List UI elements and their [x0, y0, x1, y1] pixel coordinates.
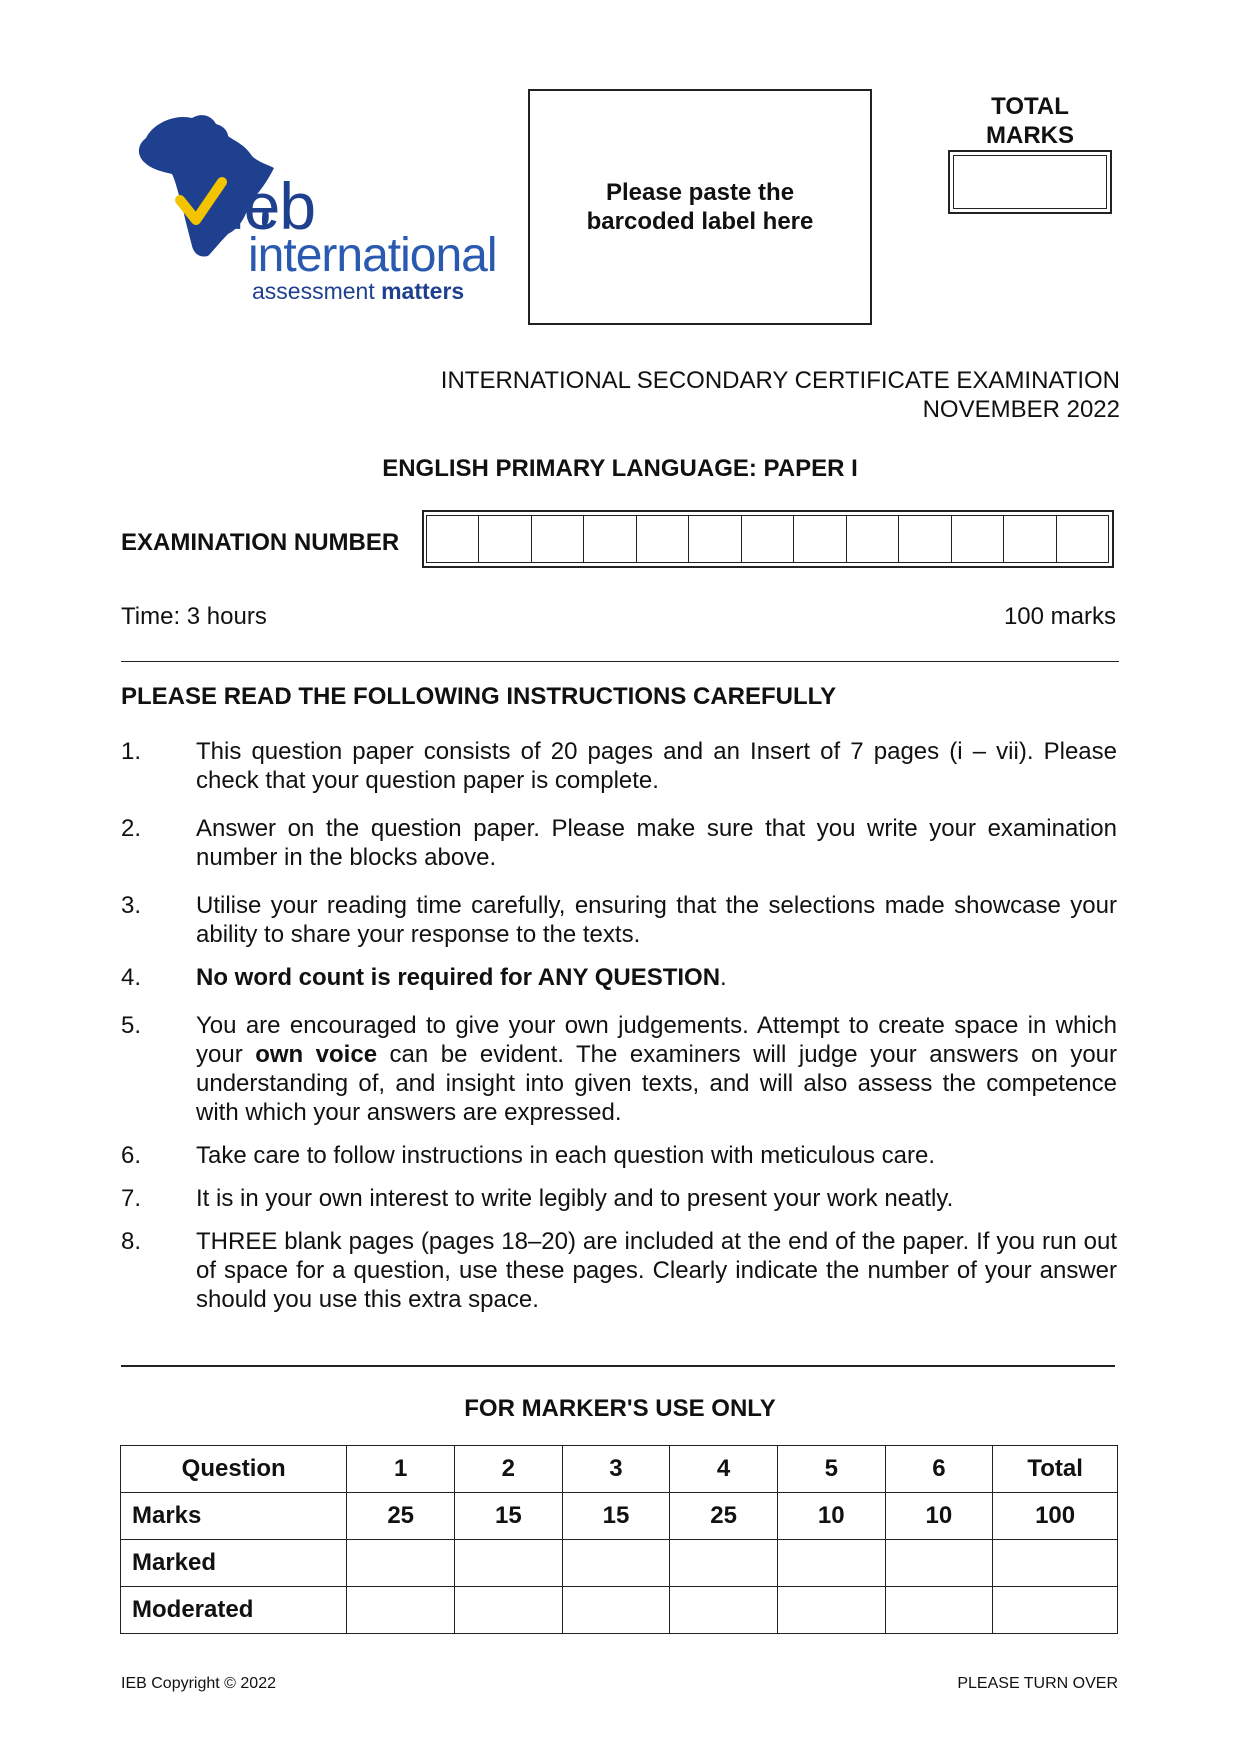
examination-number-cell[interactable]: [636, 515, 689, 563]
logo-brand: ieb: [230, 169, 316, 243]
instruction-item: 1. This question paper consists of 20 pages and an Insert of 7 pages (i – vii). Please check that your question paper is complete.: [121, 738, 1117, 794]
divider: [121, 1365, 1115, 1367]
barcode-line-2: barcoded label here: [586, 208, 814, 235]
ieb-logo: [128, 110, 497, 310]
examination-number-cell[interactable]: [793, 515, 846, 563]
instructions-list: [121, 737, 1117, 1333]
examination-number-grid: [422, 510, 1114, 568]
examination-number-cell[interactable]: [583, 515, 636, 563]
table-cell: 25: [670, 1493, 778, 1540]
logo-sub: international: [248, 229, 497, 282]
examination-number-cell[interactable]: [1003, 515, 1056, 563]
paper-title: ENGLISH PRIMARY LANGUAGE: PAPER I: [382, 455, 858, 482]
instruction-item: 2. Answer on the question paper. Please make sure that you write your examination number in the blocks above.: [121, 815, 1117, 871]
table-row: [121, 1540, 1118, 1587]
marks-available: 100 marks: [1003, 603, 1116, 630]
exam-name: INTERNATIONAL SECONDARY CERTIFICATE EXAMINATION: [440, 367, 1120, 394]
table-cell: [347, 1587, 455, 1634]
row-label: Marks: [121, 1493, 347, 1540]
examination-number-cell[interactable]: [478, 515, 531, 563]
copyright: IEB Copyright © 2022: [121, 1675, 276, 1692]
examination-number-cell[interactable]: [426, 515, 479, 563]
table-cell: [562, 1540, 670, 1587]
exam-date: NOVEMBER 2022: [922, 396, 1120, 423]
table-cell: [455, 1540, 563, 1587]
table-header-cell: 3: [562, 1446, 670, 1493]
table-cell: [455, 1587, 563, 1634]
examination-number-cell[interactable]: [951, 515, 1004, 563]
examination-number-cell[interactable]: [846, 515, 899, 563]
table-row: [121, 1493, 1118, 1540]
instruction-item: 7. It is in your own interest to write legibly and to present your work neatly.: [121, 1185, 954, 1212]
table-header-cell: 6: [885, 1446, 993, 1493]
marker-use-heading: FOR MARKER'S USE ONLY: [464, 1395, 776, 1422]
table-cell: [993, 1540, 1118, 1587]
table-cell: [562, 1587, 670, 1634]
table-header-cell: 5: [777, 1446, 885, 1493]
table-cell: 10: [885, 1493, 993, 1540]
divider: [121, 661, 1119, 662]
row-label: Moderated: [121, 1587, 347, 1634]
row-label: Marked: [121, 1540, 347, 1587]
table-header-cell: 1: [347, 1446, 455, 1493]
instructions-heading: PLEASE READ THE FOLLOWING INSTRUCTIONS CAREFULLY: [121, 683, 837, 710]
table-cell: 10: [777, 1493, 885, 1540]
time-allowed: Time: 3 hours: [121, 603, 267, 630]
table-cell: [885, 1540, 993, 1587]
instruction-item: 8. THREE blank pages (pages 18–20) are included at the end of the paper. If you run out of space for a question, use these pages. Clearly indicate the number of your answer should you use this extra space.: [121, 1228, 1117, 1313]
table-cell: 100: [993, 1493, 1118, 1540]
logo-tagline: assessment matters: [252, 278, 465, 304]
table-cell: [347, 1540, 455, 1587]
table-header-cell: 4: [670, 1446, 778, 1493]
table-row: [121, 1587, 1118, 1634]
table-cell: [777, 1587, 885, 1634]
examination-number-cell[interactable]: [898, 515, 951, 563]
instruction-item: 3. Utilise your reading time carefully, ensuring that the selections made showcase your ability to share your response to the texts.: [121, 892, 1117, 948]
total-marks-label: TOTAL MARKS: [986, 93, 1074, 149]
table-cell: 25: [347, 1493, 455, 1540]
instruction-item: 5. You are encouraged to give your own judgements. Attempt to create space in which your own voice can be evident. The examiners will judge your answers on your understanding of, and insight into given texts, and will also assess the competence with which your answers are expressed.: [121, 1012, 1118, 1126]
marker-table: [120, 1445, 1118, 1634]
total-marks-box: [948, 150, 1112, 214]
examination-number-label: EXAMINATION NUMBER: [121, 529, 400, 556]
instruction-item: 6. Take care to follow instructions in each question with meticulous care.: [121, 1142, 936, 1169]
table-cell: 15: [562, 1493, 670, 1540]
table-cell: [670, 1587, 778, 1634]
table-header-cell: Question: [121, 1446, 347, 1493]
table-header-cell: Total: [993, 1446, 1118, 1493]
barcode-label-box: [528, 89, 872, 325]
instruction-item: 4. No word count is required for ANY QUESTION.: [121, 964, 727, 991]
table-cell: [670, 1540, 778, 1587]
table-header-cell: 2: [455, 1446, 563, 1493]
table-row: [121, 1446, 1118, 1493]
examination-number-cell[interactable]: [1056, 515, 1109, 563]
barcode-line-1: Please paste the: [605, 179, 795, 206]
table-cell: 15: [455, 1493, 563, 1540]
table-cell: [993, 1587, 1118, 1634]
examination-number-cell[interactable]: [741, 515, 794, 563]
table-cell: [777, 1540, 885, 1587]
turn-over-note: PLEASE TURN OVER: [957, 1675, 1118, 1692]
examination-number-cell[interactable]: [688, 515, 741, 563]
examination-number-cell[interactable]: [531, 515, 584, 563]
table-cell: [885, 1587, 993, 1634]
exam-title: [441, 366, 1120, 424]
